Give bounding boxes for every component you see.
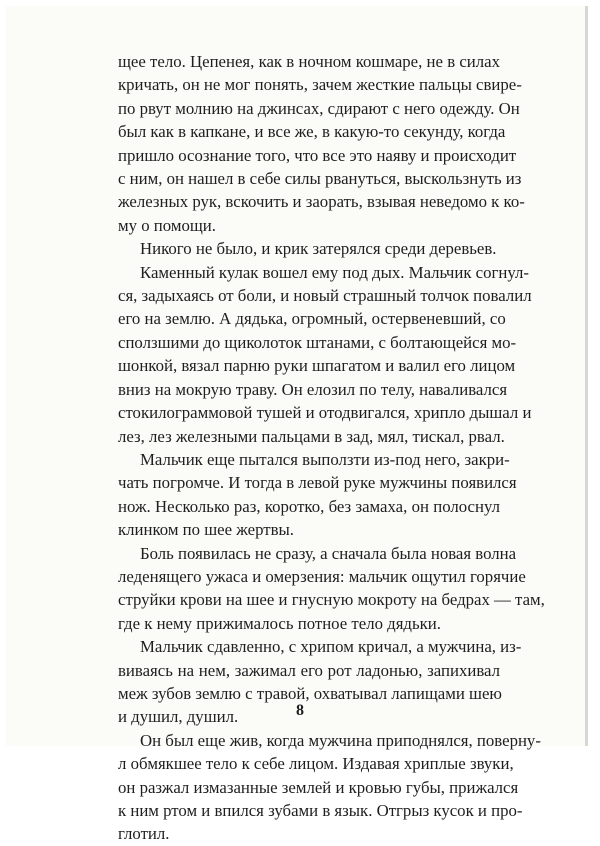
- text-line: чать погромче. И тогда в левой руке мужчины появился: [118, 473, 517, 493]
- text-line: струйки крови на шее и гнусную мокроту на бедрах — там,: [118, 590, 545, 610]
- page-number: 8: [296, 702, 304, 719]
- text-line: его на землю. А дядька, огромный, остервеневший, со: [118, 309, 506, 329]
- paragraph-1: [118, 50, 525, 237]
- text-line: Каменный кулак вошел ему под дых. Мальчик согнул-: [140, 262, 529, 282]
- text-line: Мальчик еще пытался выползти из-под него, закри-: [140, 449, 510, 469]
- text-line: с ним, он нашел в себе силы рвануться, выскользнуть из: [118, 169, 522, 189]
- text-line: щее тело. Цепенея, как в ночном кошмаре, не в силах: [118, 52, 500, 71]
- text-line: л обмякшее тело к себе лицом. Издавая хриплые звуки,: [118, 754, 514, 774]
- text-line: Боль появилась не сразу, а сначала была новая волна: [140, 543, 517, 563]
- text-line: Мальчик сдавленно, с хрипом кричал, а мужчина, из-: [140, 637, 522, 657]
- text-line: му о помощи.: [118, 215, 216, 235]
- text-line: глотил.: [118, 824, 170, 844]
- text-line: сползшими до щиколоток штанами, с болтающейся мо-: [118, 332, 517, 352]
- text-line: где к нему прижималось потное тело дядьки.: [118, 613, 441, 633]
- text-line: он разжал измазанные землей и кровью губы, прижался: [118, 777, 519, 797]
- paragraph-5: [118, 542, 545, 636]
- text-line: меж зубов землю с травой, охватывал лапищами шею: [118, 683, 502, 703]
- text-line: Он был еще жив, когда мужчина приподнялся, поверну-: [140, 730, 541, 750]
- book-page: [6, 6, 588, 844]
- paragraph-4: [118, 448, 517, 542]
- text-line: пришло осознание того, что все это наяву и происходит: [118, 145, 517, 165]
- text-line: клинком по шее жертвы.: [118, 520, 294, 540]
- text-line: Никого не было, и крик затерялся среди деревьев.: [140, 239, 497, 259]
- paragraph-2: [118, 237, 500, 260]
- text-line: и душил, душил.: [118, 707, 239, 727]
- page-text: [118, 50, 545, 846]
- text-line: виваясь на нем, зажимал его рот ладонью, запихивал: [118, 660, 500, 680]
- text-line: стокилограммовой тушей и отодвигался, хрипло дышал и: [118, 403, 532, 423]
- text-line: нож. Несколько раз, коротко, без замаха, он полоснул: [118, 496, 500, 516]
- text-line: к ним ртом и впился зубами в язык. Отгрыз кусок и про-: [118, 801, 523, 820]
- text-line: кричать, он не мог понять, зачем жесткие пальцы свире-: [118, 75, 522, 95]
- text-line: вниз на мокрую траву. Он елозил по телу, наваливался: [118, 379, 508, 399]
- text-line: был как в капкане, и все же, в какую-то секунду, когда: [118, 122, 506, 142]
- text-line: шонкой, вязал парню руки шпагатом и валил его лицом: [118, 356, 516, 376]
- text-line: ся, задыхаясь от боли, и новый страшный толчок повалил: [118, 286, 532, 306]
- text-line: лез, лез железными пальцами в зад, мял, тискал, рвал.: [118, 426, 505, 446]
- paragraph-7: [118, 729, 541, 846]
- text-line: по рвут молнию на джинсах, сдирают с него одежду. Он: [118, 98, 520, 118]
- paragraph-3: [118, 261, 532, 448]
- text-line: леденящего ужаса и омерзения: мальчик ощутил горячие: [118, 566, 526, 586]
- text-line: железных рук, вскочить и заорать, взывая неведомо к ко-: [118, 192, 525, 212]
